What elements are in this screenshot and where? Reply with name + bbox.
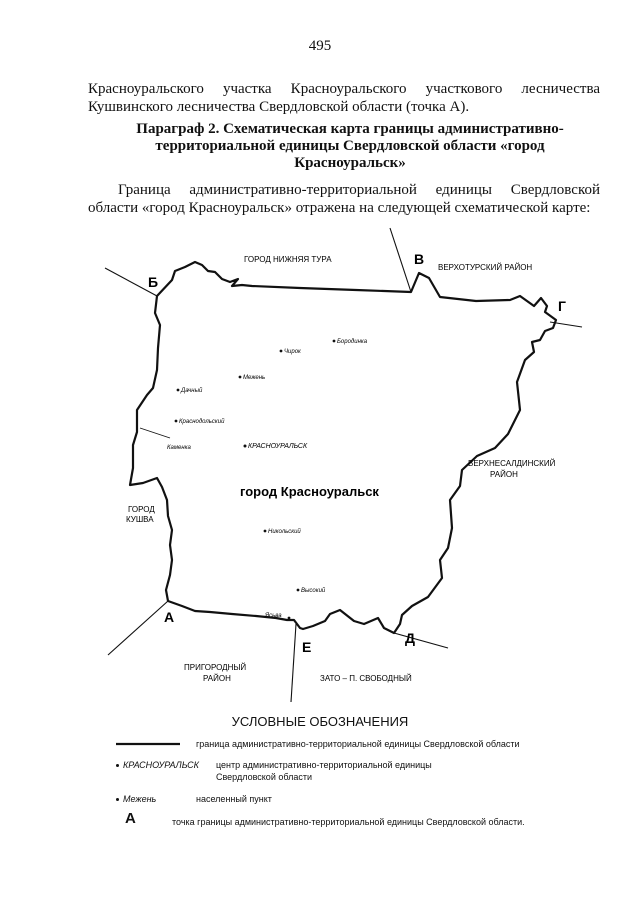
section-heading: Параграф 2. Схематическая карта границы административно-территориальной единицы Свердловской области «город Красноуральск» [136,121,564,171]
divider-v [390,228,411,292]
legend-center-desc-1: центр административно-территориальной единицы [216,760,432,770]
settlement-nikolsky-label: Никольский [268,529,301,535]
settlement-krasnouralsk-label: КРАСНОУРАЛЬСК [248,443,308,450]
settlement-krasnouralsk [244,443,308,450]
settlement-kamenka [167,445,191,451]
settlement-krasnodolsky [175,418,225,425]
point-b-label: Б [148,274,159,290]
legend-center-desc-2: Свердловской области [216,772,313,782]
neighbor-kushva-2: КУШВА [126,515,154,524]
settlement-chirok-label: Чирок [284,349,301,355]
settlement-borodinka [333,339,368,345]
settlement-dachny [177,387,203,394]
settlement-chirok [280,349,302,355]
settlement-yasva [264,613,290,619]
legend-settlement-sample-label: Межень [123,794,157,804]
settlement-vysokiy-label: Высокий [301,588,326,594]
neighbor-prigorodny-1: ПРИГОРОДНЫЙ [184,663,247,672]
neighbor-prigorodny-2: РАЙОН [203,674,231,683]
neighbor-nizhnyaya-tura: ГОРОД НИЖНЯЯ ТУРА [244,255,332,264]
map-center-label: город Красноуральск [240,484,379,499]
settlement-mezhen-label: Межень [243,375,266,381]
settlement-krasnodolsky-label: Краснодольский [179,419,225,425]
settlement-yasva-label: Ясьва [265,613,282,619]
divider-e [291,624,296,702]
legend-point-sample: А [125,810,136,827]
point-e-label: Е [302,639,312,655]
point-a-label: А [164,609,175,625]
settlement-dachny-label: Дачный [181,388,203,394]
legend-line-desc: граница административно-территориальной единицы Свердловской области [196,739,520,749]
city-boundary [130,262,556,633]
settlement-vysokiy [297,587,326,594]
settlement-mezhen [239,375,266,381]
legend-settlement-desc: населенный пункт [196,794,272,804]
page-number: 495 [308,38,332,54]
legend-settlement-dot [116,798,119,801]
neighbor-verkhnesalda-2: РАЙОН [490,470,518,479]
settlement-borodinka-label: Бородинка [337,339,368,345]
legend-settlement-sample [116,793,156,805]
divider-d [394,633,448,648]
legend-point-desc: точка границы административно-территориальной единицы Свердловской области. [172,817,525,827]
point-g-label: Г [558,298,566,314]
neighbor-zato: ЗАТО – П. СВОБОДНЫЙ [320,674,412,683]
body-paragraph: Граница административно-территориальной единицы Свердловской области «город Красноуральск» отражена на следующей схематической карте: [88,182,600,216]
settlement-nikolsky [264,528,302,535]
neighbor-verkhoturye: ВЕРХОТУРСКИЙ РАЙОН [438,263,533,272]
point-d-label: Д [405,630,415,646]
neighbor-kushva-1: ГОРОД [128,505,155,514]
intro-paragraph: Красноуральского участка Красноуральского участкового лесничества Кушвинского лесничества Свердловской области (точка А). [88,81,600,115]
divider-kamenka [140,428,170,438]
settlement-kamenka-label: Каменка [167,445,191,451]
neighbor-verkhnesalda-1: ВЕРХНЕСАЛДИНСКИЙ [468,459,556,468]
legend-center-sample-label: КРАСНОУРАЛЬСК [123,760,199,770]
divider-a [108,601,168,655]
legend-center-sample [116,759,199,771]
legend-title: УСЛОВНЫЕ ОБОЗНАЧЕНИЯ [231,714,409,729]
legend-center-dot [116,764,119,767]
point-v-label: В [414,251,425,267]
